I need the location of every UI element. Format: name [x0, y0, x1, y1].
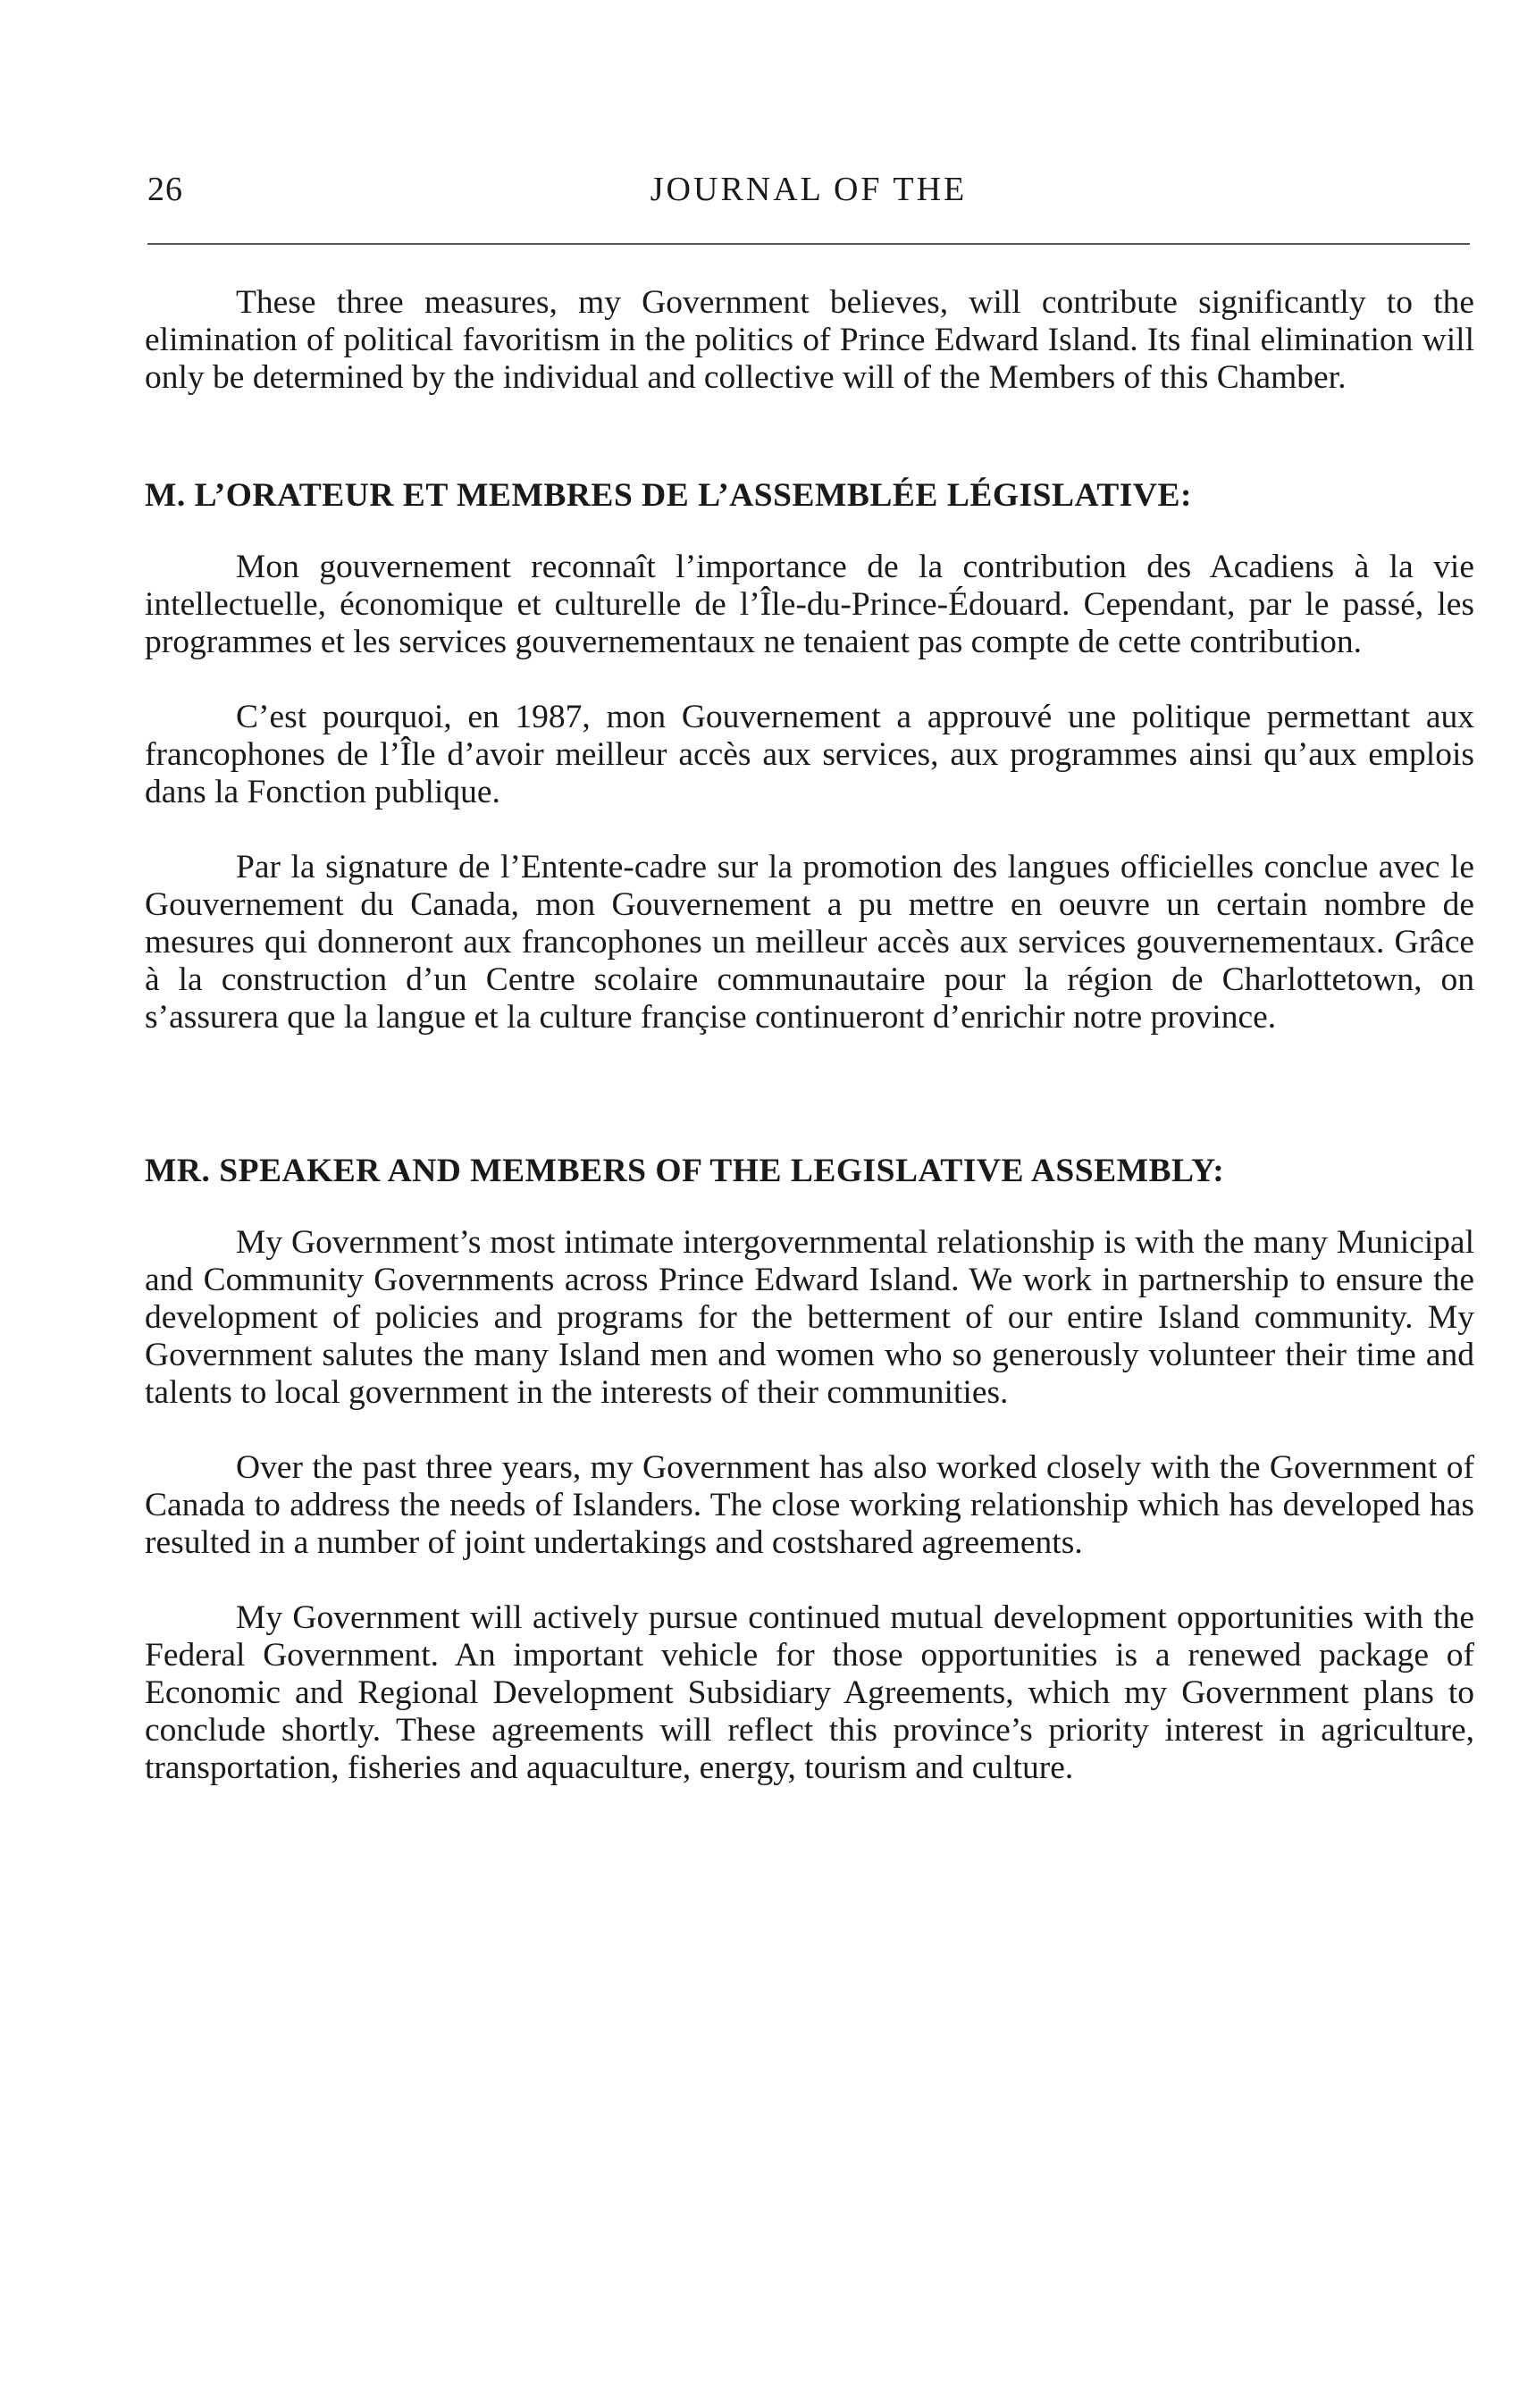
body-text	[145, 284, 1474, 1787]
paragraph-gap	[145, 1562, 1474, 1599]
header-divider	[147, 243, 1470, 245]
french-paragraph-1: Mon gouvernement reconnaît l’importance de la contribution des Acadiens à la vie intellectuelle, économique et culturelle de l’Île-du-Prince-Édouard. Cependant, par le passé, les programmes et les services gouvernementaux ne tenaient pas compte de cette contribution.	[145, 549, 1474, 660]
french-paragraph-2: C’est pourquoi, en 1987, mon Gouvernement a approuvé une politique permettant aux francophones de l’Île d’avoir meilleur accès aux services, aux programmes ainsi qu’aux emplois dans la Fonction publique.	[145, 699, 1474, 810]
intro-paragraph: These three measures, my Government believes, will contribute significantly to the elimination of political favoritism in the politics of Prince Edward Island. Its final elimination will only be determined by the individual and collective will of the Members of this Chamber.	[145, 284, 1474, 396]
section-gap	[145, 397, 1474, 477]
french-section-heading: M. L’ORATEUR ET MEMBRES DE L’ASSEMBLÉE LÉGISLATIVE:	[145, 477, 1192, 514]
english-paragraph-2: Over the past three years, my Government has also worked closely with the Government of Canada to address the needs of Islanders. The close working relationship which has developed has resulted in a number of joint undertakings and costshared agreements.	[145, 1449, 1474, 1561]
paragraph-gap	[145, 1412, 1474, 1449]
heading-gap	[145, 515, 1474, 549]
journal-title: JOURNAL OF THE	[650, 171, 968, 208]
english-paragraph-1: My Government’s most intimate intergovernmental relationship is with the many Municipal and Community Governments across Prince Edward Island. We work in partnership to ensure the development of policies and programs for the betterment of our entire Island community. My Government salutes the many Island men and women who so generously volunteer their time and talents to local government in the interests of their communities.	[145, 1224, 1474, 1411]
english-paragraph-3: My Government will actively pursue continued mutual development opportunities with the Federal Government. An important vehicle for those opportunities is a renewed package of Economic and Regional Development Subsidiary Agreements, which my Government plans to conclude shortly. These agreements will reflect this province’s priority interest in agriculture, transportation, fisheries and aquaculture, energy, tourism and culture.	[145, 1599, 1474, 1786]
paragraph-gap	[145, 661, 1474, 699]
heading-gap	[145, 1190, 1474, 1224]
paragraph-gap	[145, 811, 1474, 849]
french-paragraph-3: Par la signature de l’Entente-cadre sur la promotion des langues officielles conclue avec le Gouvernement du Canada, mon Gouvernement a pu mettre en oeuvre un certain nombre de mesures qui donneront aux francophones un meilleur accès aux services gouvernementaux. Grâce à la construction d’un Centre scolaire communautaire pour la région de Charlottetown, on s’assurera que la langue et la culture françise continueront d’enrichir notre province.	[145, 849, 1474, 1036]
section-gap	[145, 1036, 1474, 1153]
page-number: 26	[147, 171, 183, 208]
english-section-heading: MR. SPEAKER AND MEMBERS OF THE LEGISLATIVE ASSEMBLY:	[145, 1153, 1225, 1189]
running-head	[147, 170, 1470, 214]
